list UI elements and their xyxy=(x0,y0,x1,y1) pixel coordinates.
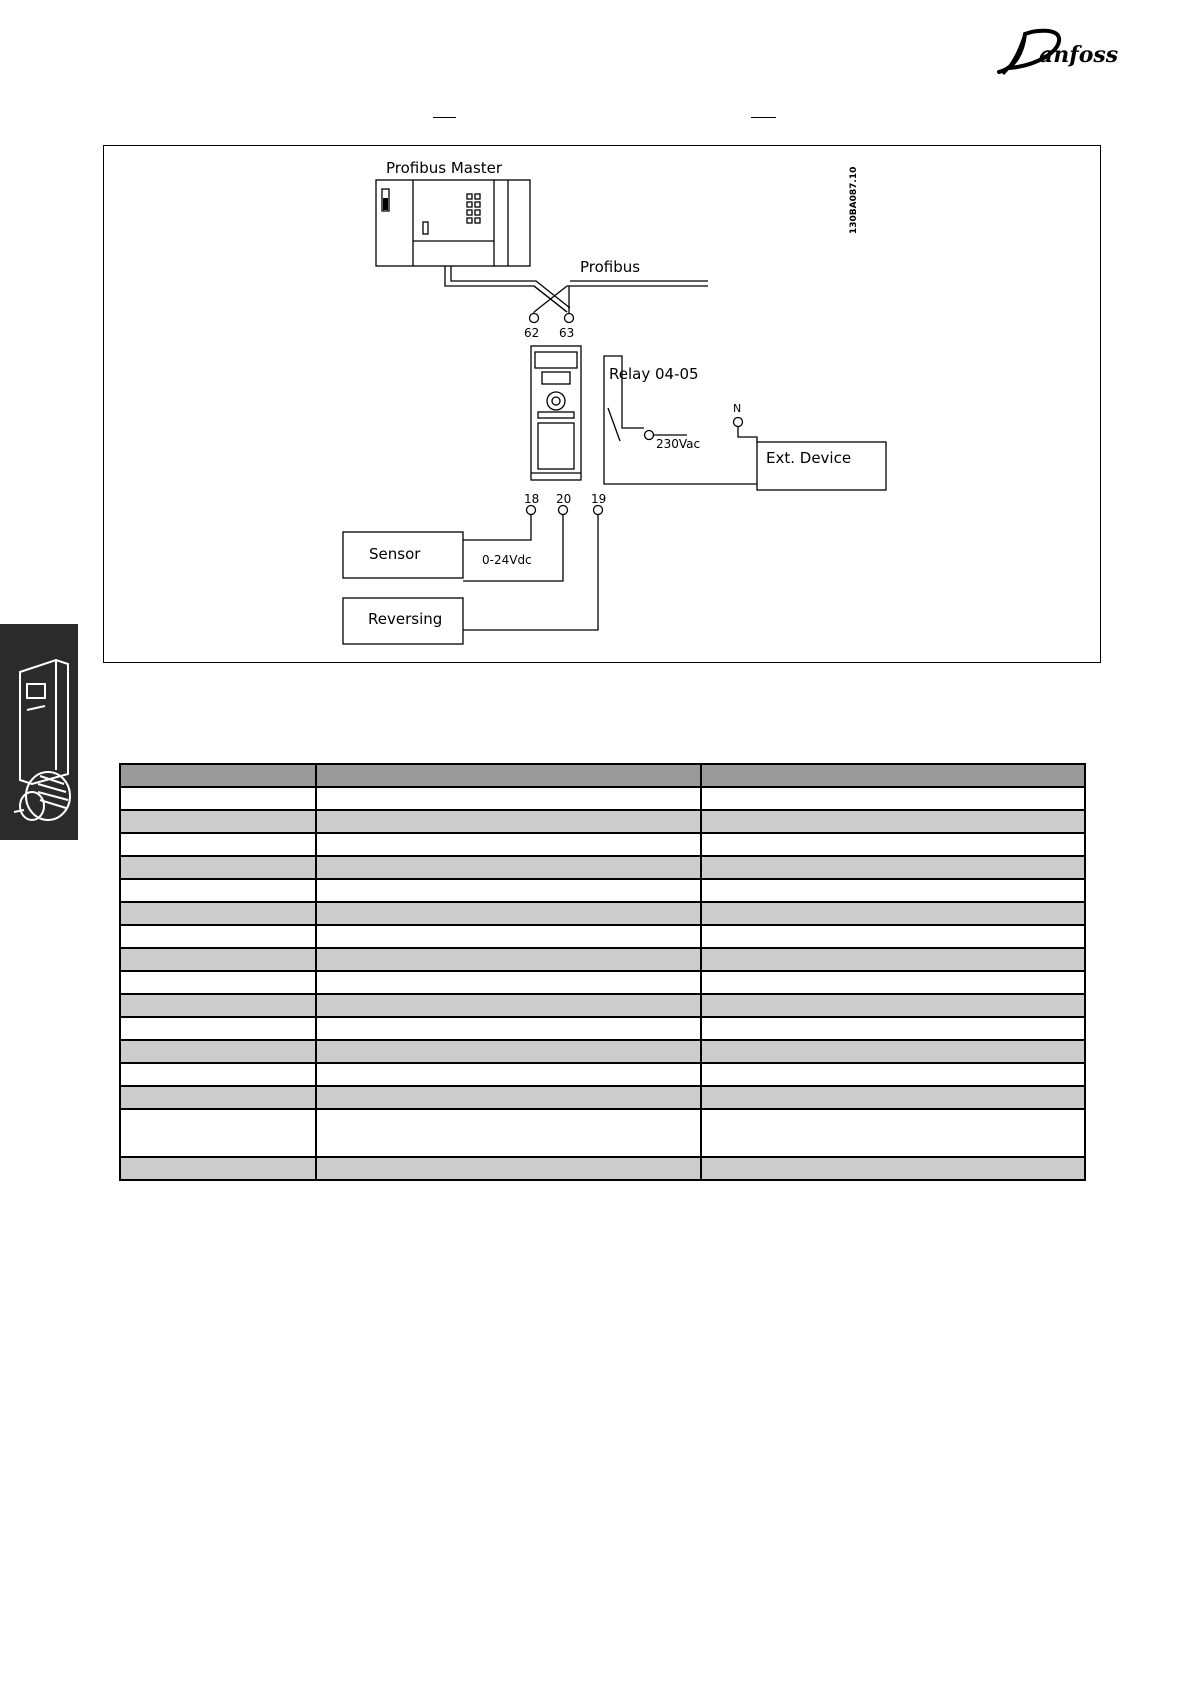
table-row xyxy=(120,925,1085,948)
parameter-table xyxy=(119,763,1086,1181)
figure-id: 130BA087.10 xyxy=(849,166,859,234)
drive-motor-icon xyxy=(0,624,78,840)
table-row xyxy=(120,971,1085,994)
table-row xyxy=(120,994,1085,1017)
brand-logo xyxy=(995,22,1125,78)
table-header-row xyxy=(120,764,1085,787)
table-row xyxy=(120,810,1085,833)
table-row xyxy=(120,833,1085,856)
table-row xyxy=(120,1063,1085,1086)
table-row xyxy=(120,1040,1085,1063)
sensor-label: Sensor xyxy=(369,545,421,563)
table-row xyxy=(120,1086,1085,1109)
profibus-label: Profibus xyxy=(580,258,641,276)
plc-body xyxy=(376,180,530,266)
terminal-63-label: 63 xyxy=(559,326,575,340)
terminal-19-label: 19 xyxy=(591,492,607,506)
relay-label: Relay 04-05 xyxy=(609,365,699,383)
table-row xyxy=(120,879,1085,902)
wiring-diagram xyxy=(103,145,1101,663)
header-rule-right xyxy=(751,117,776,118)
table-row xyxy=(120,1017,1085,1040)
table-row xyxy=(120,787,1085,810)
table-row xyxy=(120,948,1085,971)
svg-text:anfoss: anfoss xyxy=(1039,42,1119,68)
header-rule-left xyxy=(433,117,456,118)
reversing-label: Reversing xyxy=(368,610,443,628)
neutral-label: N xyxy=(733,402,742,415)
sensor-signal-label: 0-24Vdc xyxy=(482,553,532,567)
terminal-20-label: 20 xyxy=(556,492,572,506)
wiring-diagram-canvas xyxy=(104,146,1102,664)
supply-label: 230Vac xyxy=(656,437,701,451)
table-row xyxy=(120,902,1085,925)
table-row xyxy=(120,1109,1085,1157)
ext-device-label: Ext. Device xyxy=(766,449,852,467)
terminal-62-label: 62 xyxy=(524,326,540,340)
table-row xyxy=(120,856,1085,879)
profibus-master-label: Profibus Master xyxy=(386,159,503,177)
chapter-side-tab xyxy=(0,624,78,840)
table-row xyxy=(120,1157,1085,1180)
terminal-18-label: 18 xyxy=(524,492,540,506)
